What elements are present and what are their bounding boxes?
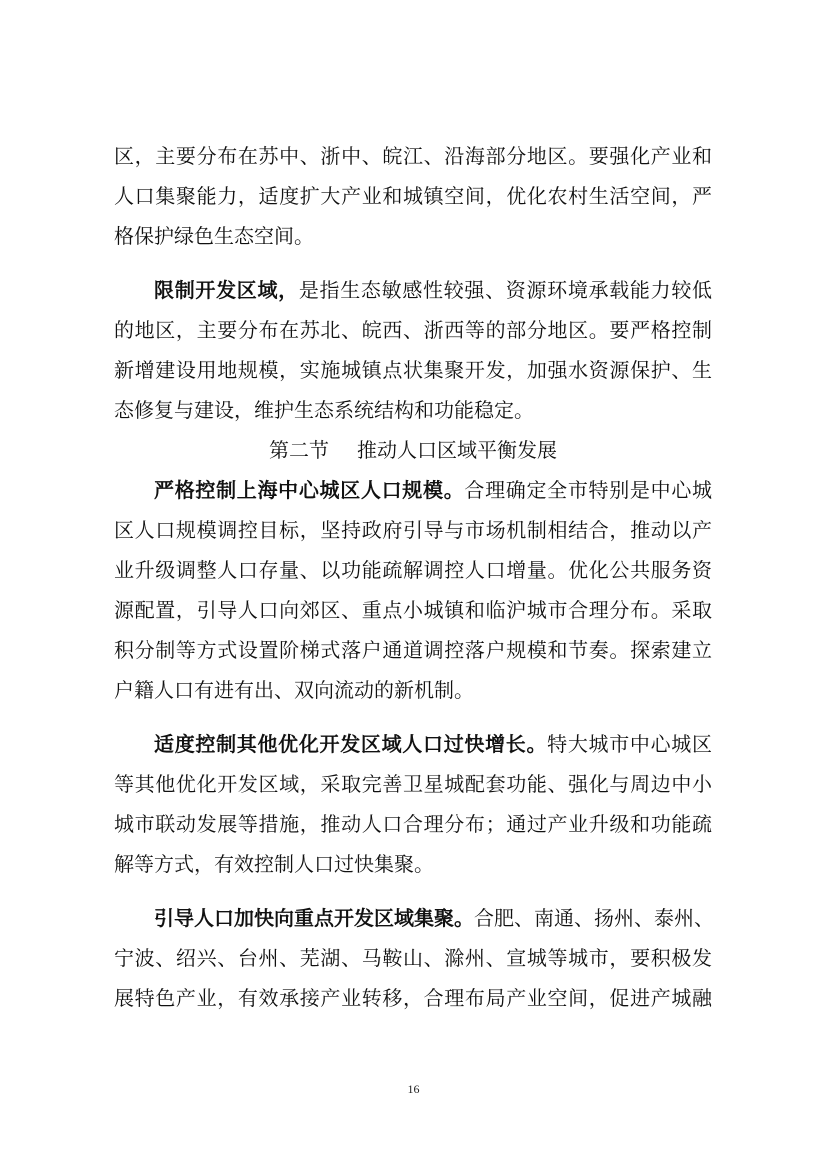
text-line: 城市联动发展等措施，推动人口合理分布；通过产业升级和功能疏 [114,812,712,836]
text-span: 特大城市中心城区 [547,732,713,756]
text-span: 合理确定全市特别是中心城 [464,478,713,502]
text-line: 区，主要分布在苏中、浙中、皖江、沿海部分地区。要强化产业和 [114,144,712,168]
text-line [114,898,712,938]
paragraph [114,724,712,884]
paragraph-lead: 限制开发区域， [154,278,299,302]
section-title: 推动人口区域平衡发展 [357,438,557,462]
text-line: 解等方式，有效控制人口过快集聚。 [114,852,434,876]
text-line: 源配置，引导人口向郊区、重点小城镇和临沪城市合理分布。采取 [114,598,712,622]
text-line: 积分制等方式设置阶梯式落户通道调控落户规模和节奏。探索建立 [114,638,712,662]
paragraph [114,898,712,1018]
page-number: 16 [407,1082,420,1096]
body-text [114,136,712,1018]
paragraph-lead: 适度控制其他优化开发区域人口过快增长。 [154,732,548,756]
section-heading [114,430,712,470]
text-line [114,724,712,764]
text-line: 格保护绿色生态空间。 [114,224,314,248]
paragraph [114,470,712,710]
paragraph [114,136,712,256]
text-line: 区人口规模调控目标，坚持政府引导与市场机制相结合，推动以产 [114,518,712,542]
text-span: 合肥、南通、扬州、泰州、 [474,906,714,930]
text-line: 户籍人口有进有出、双向流动的新机制。 [114,678,474,702]
text-line: 的地区，主要分布在苏北、皖西、浙西等的部分地区。要严格控制 [114,318,712,342]
text-line: 宁波、绍兴、台州、芜湖、马鞍山、滁州、宣城等城市，要积极发 [114,946,712,970]
paragraph-lead: 引导人口加快向重点开发区域集聚。 [154,906,474,930]
text-line: 等其他优化开发区域，采取完善卫星城配套功能、强化与周边中小 [114,772,712,796]
text-line: 新增建设用地规模，实施城镇点状集聚开发，加强水资源保护、生 [114,358,712,382]
text-line: 展特色产业，有效承接产业转移，合理布局产业空间，促进产城融 [114,986,712,1010]
text-line: 态修复与建设，维护生态系统结构和功能稳定。 [114,398,534,422]
text-line: 人口集聚能力，适度扩大产业和城镇空间，优化农村生活空间，严 [114,184,712,208]
section-number: 第二节 [269,438,329,462]
text-line [114,270,712,310]
paragraph-lead: 严格控制上海中心城区人口规模。 [154,478,465,502]
text-line [114,470,712,510]
paragraph [114,270,712,430]
text-line: 业升级调整人口存量、以功能疏解调控人口增量。优化公共服务资 [114,558,712,582]
text-span: 是指生态敏感性较强、资源环境承载能力较低 [298,278,713,302]
